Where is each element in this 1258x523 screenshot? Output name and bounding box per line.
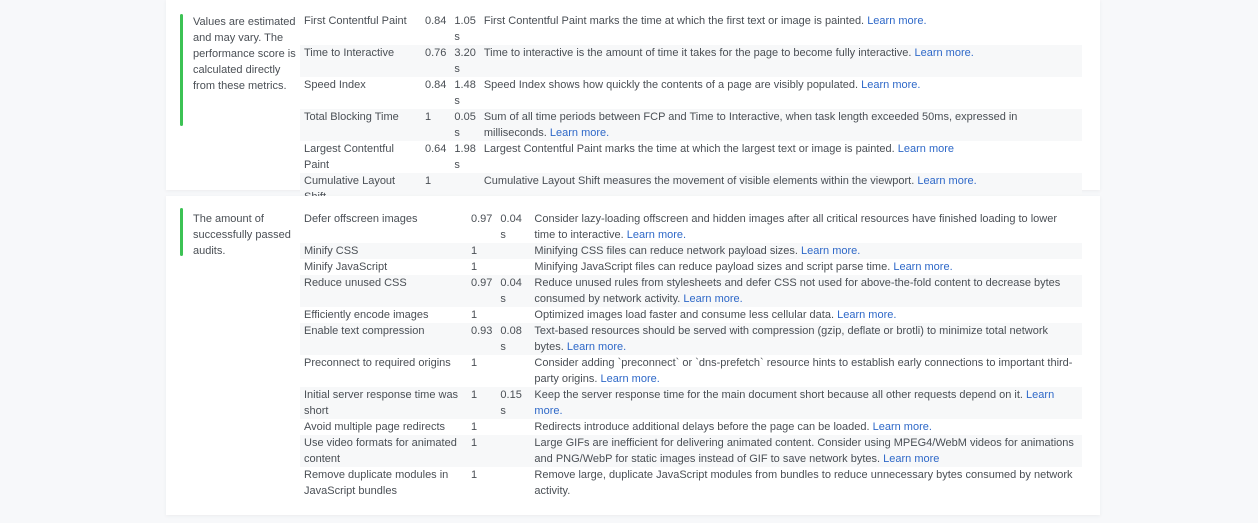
metric-value — [496, 435, 530, 467]
learn-more-link[interactable]: Learn more. — [683, 293, 743, 305]
metric-value-text: 1.48 s — [454, 79, 476, 107]
metric-name-text: Minify CSS — [304, 245, 359, 257]
table-row — [300, 387, 1082, 419]
metric-value — [496, 323, 530, 355]
metric-description — [530, 419, 1082, 435]
metric-name — [300, 77, 421, 109]
metric-name — [300, 387, 467, 419]
metric-score — [467, 307, 496, 323]
metric-description-text: Redirects introduce additional delays before the page can be loaded. — [534, 421, 870, 433]
metric-description-text: Largest Contentful Paint marks the time at which the largest text or image is painted. — [483, 143, 895, 155]
metric-score — [467, 467, 496, 499]
metric-name — [300, 355, 467, 387]
metric-description-text: Reduce unused rules from stylesheets and defer CSS not used for above-the-fold content to decrease bytes consumed by network activity. — [534, 277, 1061, 305]
metric-description — [530, 435, 1082, 467]
metric-score-text: 1 — [425, 175, 432, 187]
metric-description — [480, 109, 1082, 141]
metric-score-text: 1 — [471, 357, 478, 369]
metric-value — [496, 243, 530, 259]
metric-value — [496, 355, 530, 387]
table-row — [300, 467, 1082, 499]
metric-value — [450, 141, 479, 173]
learn-more-link[interactable]: Learn more. — [867, 15, 927, 27]
metric-name — [300, 307, 467, 323]
metric-description — [530, 307, 1082, 323]
metric-score — [421, 77, 450, 109]
metric-score-text: 1 — [471, 261, 478, 273]
audits-table — [300, 211, 1082, 499]
learn-more-link[interactable]: Learn more. — [801, 245, 861, 257]
metric-name — [300, 109, 421, 141]
metric-score — [467, 355, 496, 387]
metric-score-text: 0.76 — [425, 47, 447, 59]
metric-description-text: Speed Index shows how quickly the contents of a page are visibly populated. — [483, 79, 859, 91]
metric-description-text: Text-based resources should be served with compression (gzip, deflate or brotli) to minimize total network bytes. — [534, 325, 1048, 353]
metric-description-text: First Contentful Paint marks the time at which the first text or image is painted. — [483, 15, 865, 27]
metric-score — [467, 323, 496, 355]
metric-score — [421, 141, 450, 173]
metric-score — [421, 13, 450, 45]
metric-value — [496, 387, 530, 419]
metric-score-text: 0.64 — [425, 143, 447, 155]
metric-value — [496, 307, 530, 323]
metric-score-text: 1 — [471, 389, 478, 401]
metrics-card — [166, 0, 1100, 190]
metric-description-text: Keep the server response time for the main document short because all other requests depend on it. — [534, 389, 1023, 401]
metric-description-text: Optimized images load faster and consume less cellular data. — [534, 309, 835, 321]
metric-name-text: Initial server response time was short — [304, 389, 459, 417]
metric-description-text: Consider adding `preconnect` or `dns-prefetch` resource hints to establish early connections to important third-party origins. — [534, 357, 1073, 385]
metric-name-text: Cumulative Layout — [304, 175, 396, 187]
metric-description — [530, 323, 1082, 355]
metric-description — [530, 467, 1082, 499]
metric-name-text: Enable text compression — [304, 325, 425, 337]
metric-name-text: Total Blocking Time — [304, 111, 399, 123]
table-row — [300, 243, 1082, 259]
metric-score — [467, 419, 496, 435]
metric-value-text: 1.98 s — [454, 143, 476, 171]
metric-description-text: Sum of all time periods between FCP and Time to Interactive, when task length exceeded 50ms, expressed in milliseconds. — [483, 111, 1018, 139]
metric-name-text: Remove duplicate modules in JavaScript bundles — [304, 469, 449, 497]
metric-name — [300, 275, 467, 307]
learn-more-link[interactable]: Learn more. — [626, 229, 687, 241]
table-row — [300, 141, 1082, 173]
learn-more-link[interactable]: Learn more. — [861, 79, 921, 91]
table-row — [300, 275, 1082, 307]
metric-value — [496, 275, 530, 307]
metric-name — [300, 141, 421, 173]
metric-score — [467, 387, 496, 419]
metric-value-text: 0.15 s — [500, 389, 522, 417]
metric-description — [530, 243, 1082, 259]
learn-more-link[interactable]: Learn more. — [914, 47, 974, 59]
metric-name-text: Minify JavaScript — [304, 261, 388, 273]
metric-score-text: 0.93 — [471, 325, 493, 337]
metric-description — [480, 13, 1082, 45]
metric-description-text: Minifying CSS files can reduce network payload sizes. — [534, 245, 798, 257]
metric-score — [467, 435, 496, 467]
audits-note: The amount of successfully passed audits. — [193, 213, 291, 257]
metric-score-text: 0.97 — [471, 277, 493, 289]
metric-value — [450, 45, 479, 77]
metric-name-text: First Contentful Paint — [304, 15, 407, 27]
metric-name — [300, 211, 467, 243]
table-row — [300, 419, 1082, 435]
metric-score — [467, 243, 496, 259]
metric-score-text: 1 — [471, 421, 478, 433]
metric-score-text: 0.84 — [425, 79, 447, 91]
metric-description — [480, 45, 1082, 77]
metric-description-text: Cumulative Layout Shift measures the movement of visible elements within the viewport. — [483, 175, 915, 187]
metric-value — [450, 13, 479, 45]
metric-name-text: Largest Contentful Paint — [304, 143, 394, 171]
audits-card — [166, 196, 1100, 515]
metric-value-text: 0.08 s — [500, 325, 522, 353]
table-row — [300, 323, 1082, 355]
metric-name-text: Efficiently encode images — [304, 309, 429, 321]
metric-description — [530, 211, 1082, 243]
metric-description-text: Large GIFs are inefficient for delivering animated content. Consider using MPEG4/WebM videos for animations and PNG/WebP for static images instead of GIF to save network bytes. — [534, 437, 1074, 465]
status-bar — [180, 14, 183, 126]
metric-description — [530, 355, 1082, 387]
metric-name — [300, 243, 467, 259]
metric-name — [300, 419, 467, 435]
metric-name — [300, 45, 421, 77]
metric-score — [421, 45, 450, 77]
metric-name — [300, 435, 467, 467]
metric-name — [300, 13, 421, 45]
metric-value — [496, 259, 530, 275]
metric-description — [530, 387, 1082, 419]
metric-description — [530, 259, 1082, 275]
metric-name-text: Avoid multiple page redirects — [304, 421, 446, 433]
metric-description-text: Consider lazy-loading offscreen and hidden images after all critical resources have finished loading to lower time to interactive. — [534, 213, 1058, 241]
metric-value-text: 1.05 s — [454, 15, 476, 43]
table-row — [300, 435, 1082, 467]
metric-score-text: 1 — [471, 469, 478, 481]
metric-score-text: 0.84 — [425, 15, 447, 27]
metric-value-text: 0.04 s — [500, 213, 522, 241]
learn-more-link[interactable]: Learn more. — [566, 341, 627, 353]
metric-value — [496, 467, 530, 499]
metric-description-text: Minifying JavaScript files can reduce payload sizes and script parse time. — [534, 261, 891, 273]
metric-value-text: 0.04 s — [500, 277, 522, 305]
learn-more-link[interactable]: Learn more. — [549, 127, 610, 139]
table-row — [300, 45, 1082, 77]
metric-name — [300, 259, 467, 275]
learn-more-link[interactable]: Learn more. — [872, 421, 932, 433]
metric-value — [496, 419, 530, 435]
metric-score-text: 0.97 — [471, 213, 493, 225]
metric-value — [450, 77, 479, 109]
metric-score — [467, 259, 496, 275]
table-row — [300, 13, 1082, 45]
learn-more-link[interactable]: Learn more. — [917, 175, 977, 187]
metric-name — [300, 467, 467, 499]
learn-more-link[interactable]: Learn more. — [837, 309, 897, 321]
metric-score-text: 1 — [425, 111, 432, 123]
metric-value — [496, 211, 530, 243]
table-row — [300, 211, 1082, 243]
metric-description-text: Remove large, duplicate JavaScript modules from bundles to reduce unnecessary bytes consumed by network activity. — [534, 469, 1073, 497]
metric-name-text: Use video formats for animated content — [304, 437, 457, 465]
metric-name-text: Defer offscreen images — [304, 213, 418, 225]
learn-more-link[interactable]: Learn more — [897, 143, 955, 155]
table-row — [300, 307, 1082, 323]
metric-score-text: 1 — [471, 437, 478, 449]
metrics-table — [300, 13, 1082, 205]
learn-more-link[interactable]: Learn more — [883, 453, 940, 465]
metric-description — [530, 275, 1082, 307]
metric-description — [480, 141, 1082, 173]
table-row — [300, 355, 1082, 387]
metric-value-text: 0.05 s — [454, 111, 476, 139]
learn-more-link[interactable]: Learn more. — [534, 389, 1055, 417]
metric-name-text: Reduce unused CSS — [304, 277, 407, 289]
learn-more-link[interactable]: Learn more. — [600, 373, 660, 385]
table-row — [300, 109, 1082, 141]
metric-score — [467, 211, 496, 243]
metric-score-text: 1 — [471, 309, 478, 321]
table-row — [300, 259, 1082, 275]
metric-name — [300, 323, 467, 355]
metric-name-text: Preconnect to required origins — [304, 357, 451, 369]
metrics-note: Values are estimated and may vary. The performance score is calculated directly from these metrics. — [193, 16, 296, 92]
metric-value — [450, 109, 479, 141]
metric-name-text: Time to Interactive — [304, 47, 395, 59]
table-row — [300, 77, 1082, 109]
metric-description-text: Time to interactive is the amount of time it takes for the page to become fully interactive. — [483, 47, 912, 59]
metric-score — [421, 109, 450, 141]
metric-value-text: 3.20 s — [454, 47, 476, 75]
metric-score — [467, 275, 496, 307]
metric-score-text: 1 — [471, 245, 478, 257]
metric-description — [480, 77, 1082, 109]
learn-more-link[interactable]: Learn more. — [893, 261, 953, 273]
status-bar — [180, 208, 183, 256]
metric-name-text: Speed Index — [304, 79, 366, 91]
